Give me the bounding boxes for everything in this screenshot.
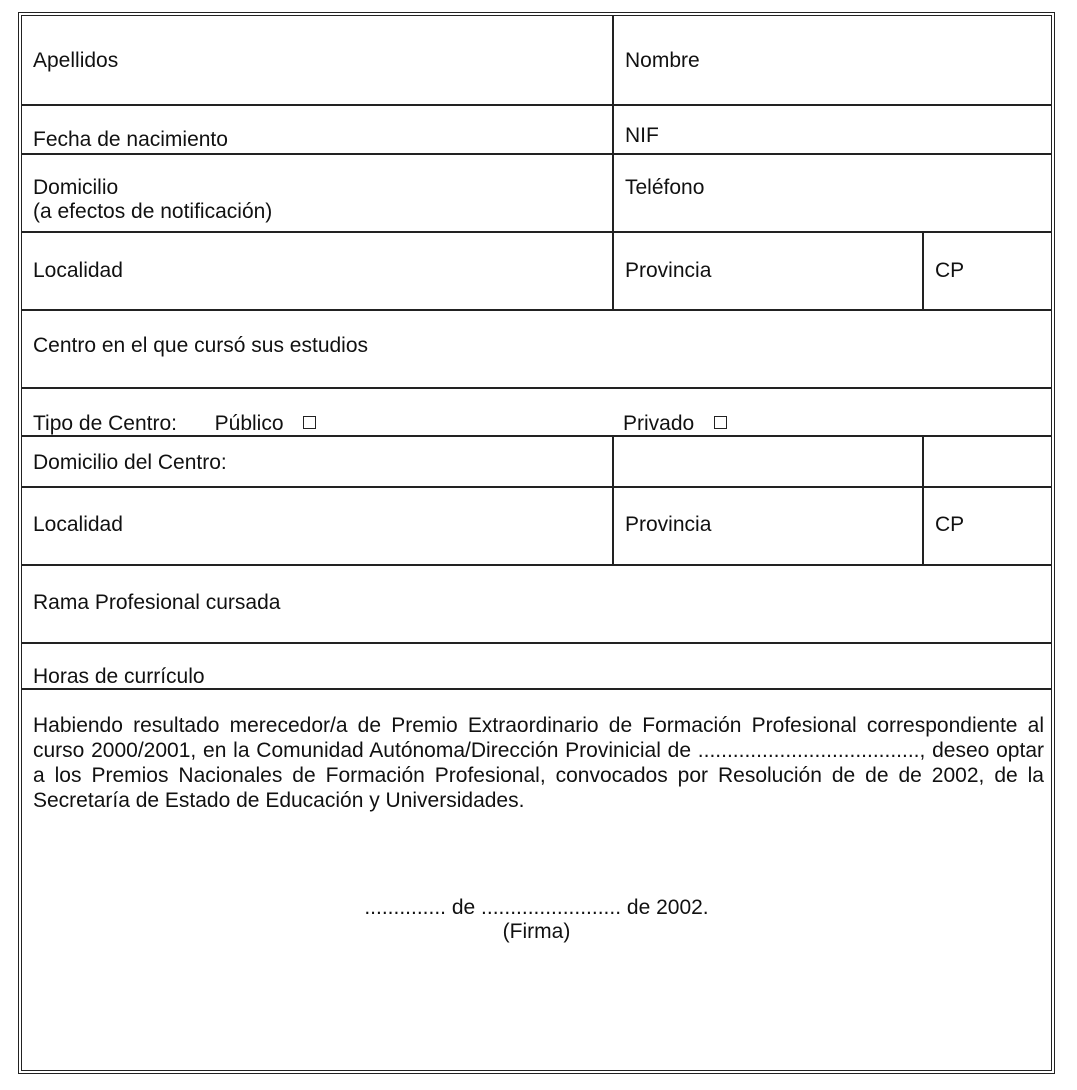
row-rama [22,566,1051,644]
localidad-centro-label: Localidad [33,513,123,536]
localidad-label: Localidad [33,259,123,282]
row-centro [22,311,1051,389]
nif-label: NIF [625,124,659,147]
row-localidad [22,233,1051,311]
domicilio-centro-field[interactable] [612,437,922,486]
tipo-centro-label: Tipo de Centro: [33,412,177,435]
provincia-label: Provincia [625,259,712,282]
row-fecha-nif [22,106,1051,155]
nombre-label: Nombre [625,49,700,72]
declaration-section [22,690,1051,1070]
telefono-label: Teléfono [625,176,705,199]
date-line: .............. de ........................ de 2002. [364,896,709,919]
domicilio-centro-label: Domicilio del Centro: [33,451,227,474]
provincia-centro-label: Provincia [625,513,712,536]
apellidos-label: Apellidos [33,49,119,72]
row-apellidos-nombre [22,16,1051,106]
row-tipo-centro [22,389,1051,437]
privado-checkbox[interactable] [714,416,727,429]
rama-label: Rama Profesional cursada [33,591,281,614]
row-localidad-centro [22,488,1051,566]
cp-centro-label: CP [935,513,965,536]
row-domicilio-telefono [22,155,1051,233]
row-horas [22,644,1051,690]
domicilio-label: Domicilio [33,176,119,199]
domicilio-note: (a efectos de notificación) [33,200,273,223]
domicilio-centro-extra-field[interactable] [922,437,1051,486]
publico-checkbox[interactable] [303,416,316,429]
row-domicilio-centro [22,437,1051,488]
privado-label: Privado [623,412,695,435]
horas-label: Horas de currículo [33,665,205,688]
declaration-text: Habiendo resultado merecedor/a de Premio Extraordinario de Formación Profesional correspondiente al curso 2000/2001, en la Comunidad Autónoma/Dirección Provinicial de ......................................, deseo optar a los Premios Nacionales de Formación Profesional, convocados por Resolución de de de 2002, de la Secretaría de Estado de Educación y Universidades. [33,714,1044,812]
fecha-nacimiento-label: Fecha de nacimiento [33,128,228,151]
signature-label: (Firma) [502,920,571,943]
publico-label: Público [214,412,284,435]
application-form [18,12,1055,1074]
centro-estudios-label: Centro en el que cursó sus estudios [33,334,369,357]
cp-label: CP [935,259,965,282]
